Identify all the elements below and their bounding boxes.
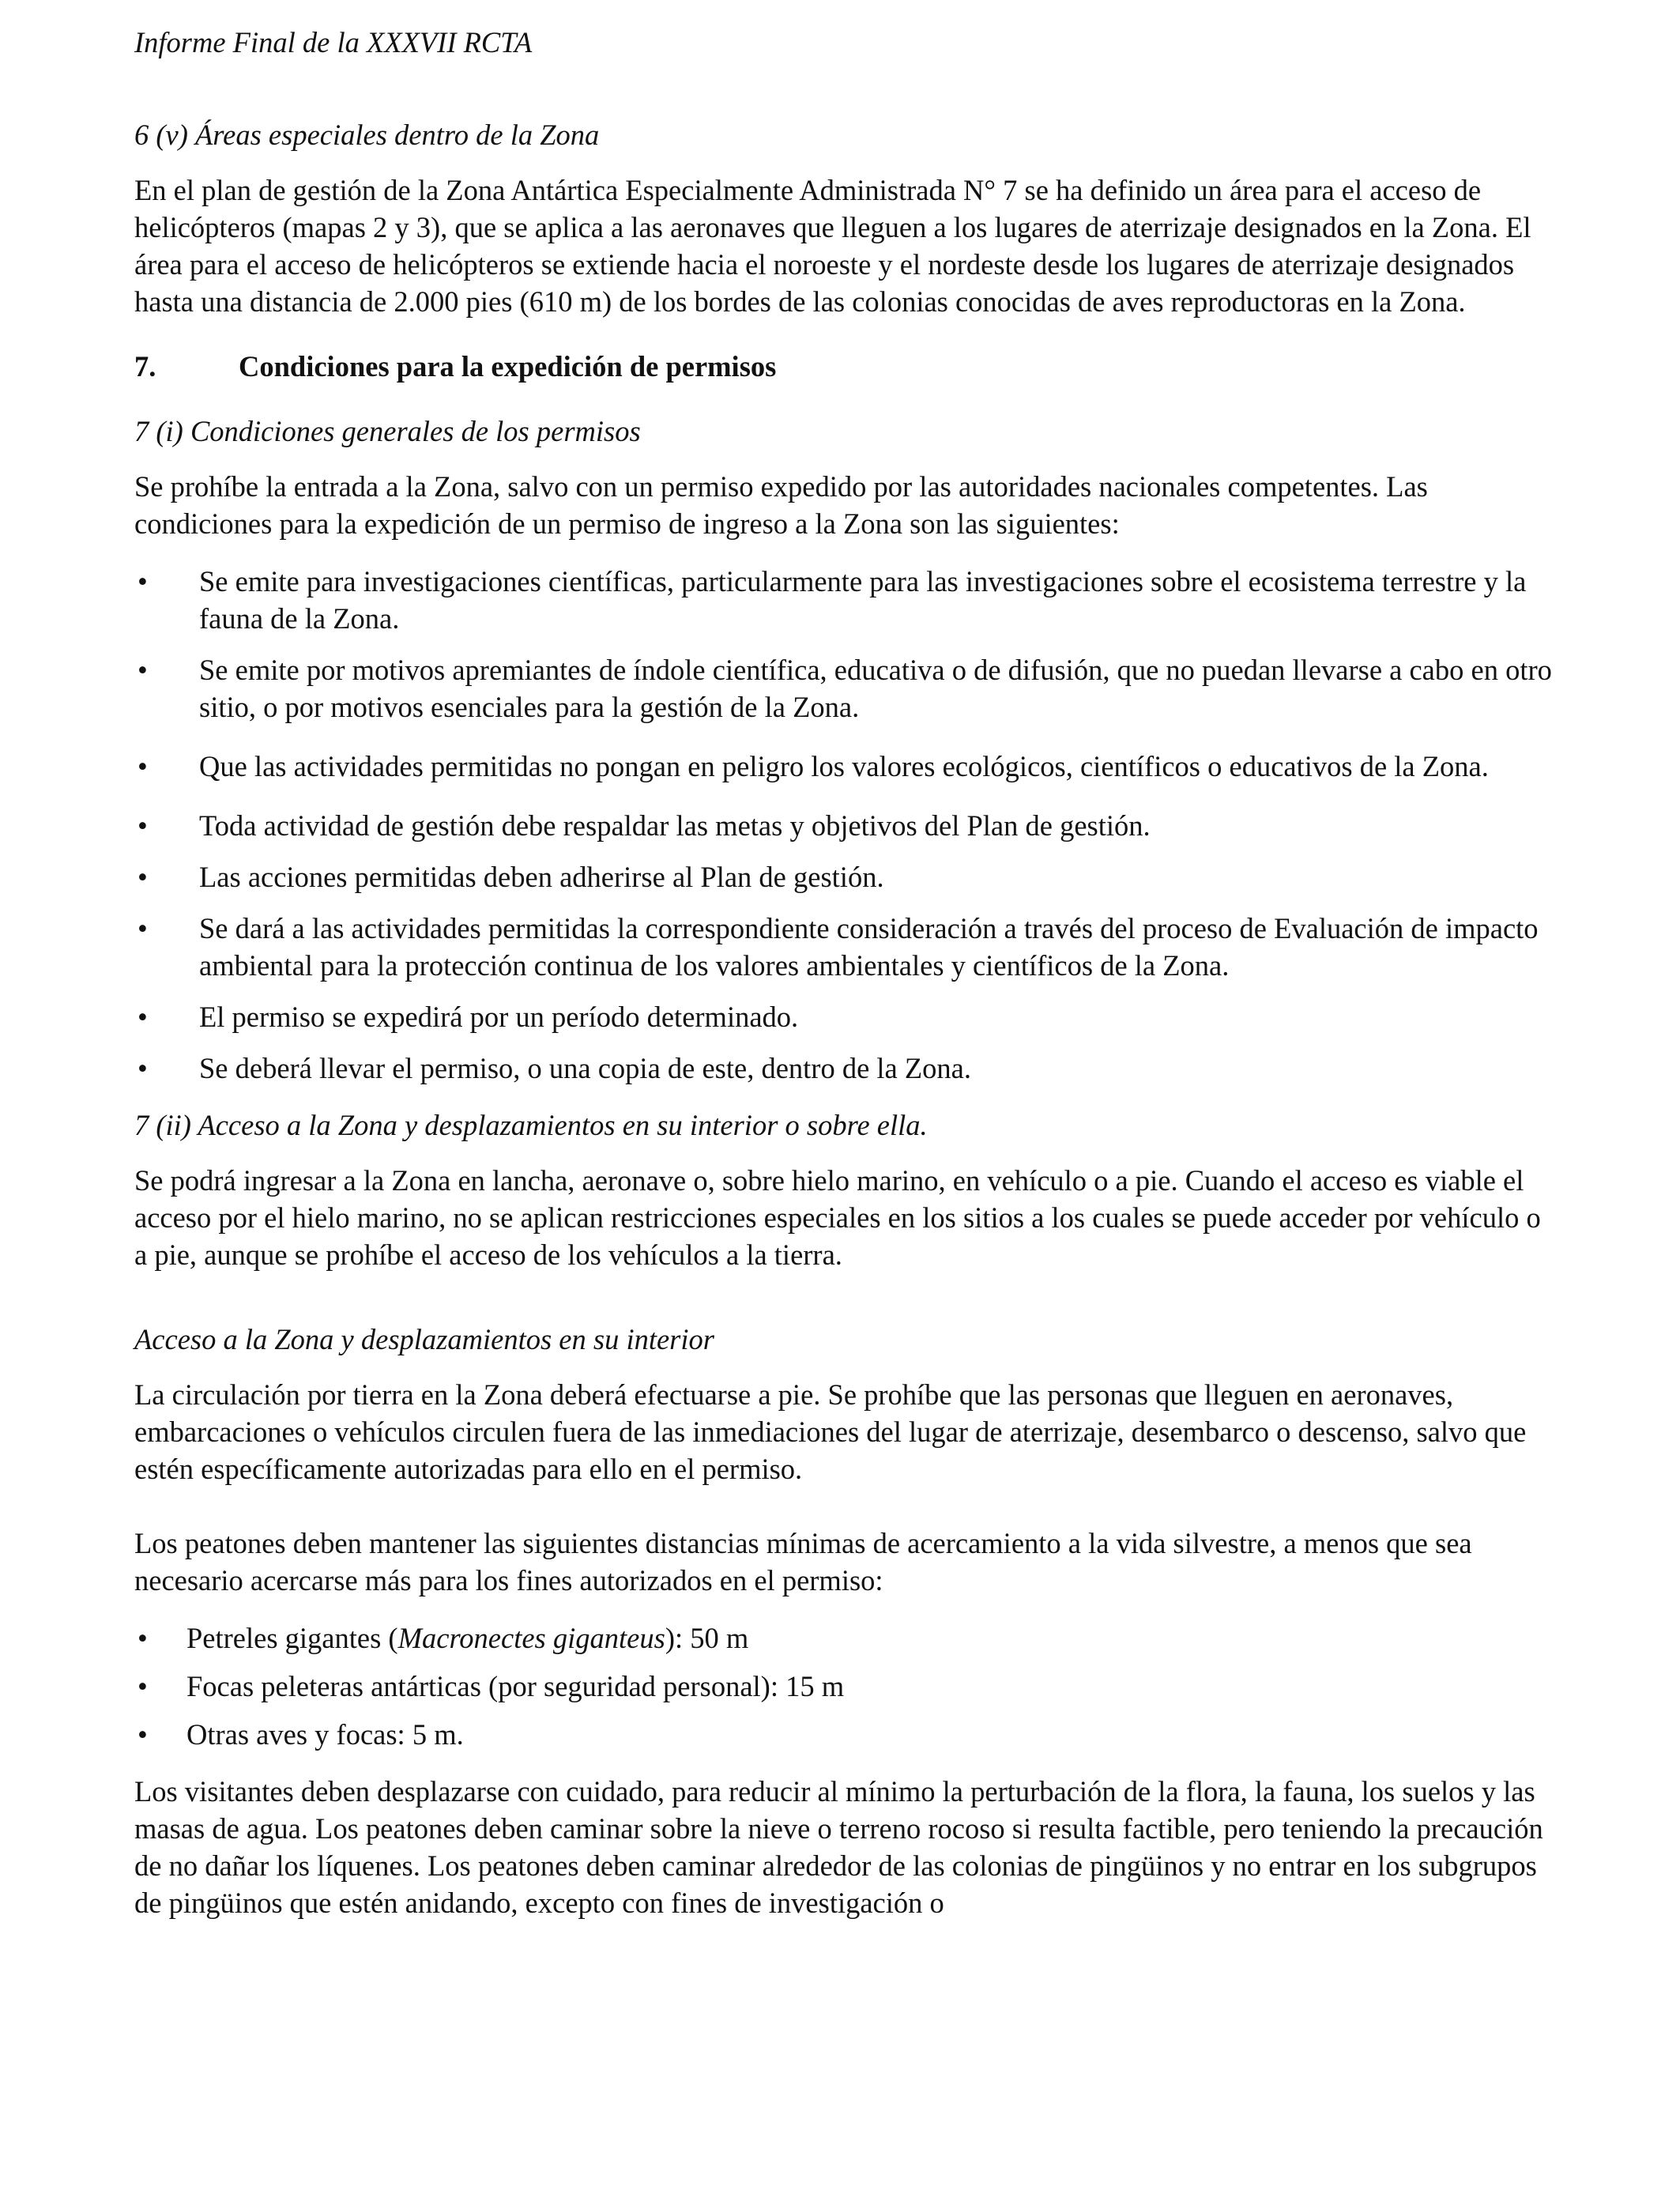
approach-distances-list [134, 1619, 1557, 1753]
list-item: • Se deberá llevar el permiso, o una copia de este, dentro de la Zona. [134, 1050, 1557, 1087]
section-7i-paragraph: Se prohíbe la entrada a la Zona, salvo con un permiso expedido por las autoridades nacionales competentes. Las condiciones para la expedición de un permiso de ingreso a la Zona son las siguientes: [134, 470, 1428, 540]
access-interior-heading: Acceso a la Zona y desplazamientos en su interior [134, 1323, 714, 1355]
species-name: Macronectes giganteus [397, 1622, 665, 1654]
list-item: • Se emite para investigaciones científicas, particularmente para las investigaciones sobre el ecosistema terrestre y la fauna de la Zona. [134, 563, 1557, 637]
bullet-icon: • [137, 565, 148, 598]
bullet-icon: • [137, 1718, 148, 1751]
list-item: • Focas peleteras antárticas (por seguridad personal): 15 m [134, 1668, 1557, 1705]
section-7-heading [134, 348, 1557, 385]
permit-conditions-list [134, 563, 1557, 1087]
section-6v-heading: 6 (v) Áreas especiales dentro de la Zona [134, 119, 600, 151]
section-7-title: Condiciones para la expedición de permisos [239, 350, 777, 383]
list-item: • Petreles gigantes (Macronectes giganteus): 50 m [134, 1619, 1557, 1657]
bullet-icon: • [137, 750, 148, 782]
bullet-icon: • [137, 1001, 148, 1033]
list-item: • Otras aves y focas: 5 m. [134, 1716, 1557, 1753]
section-7-number: 7. [134, 350, 156, 383]
list-item: • Toda actividad de gestión debe respaldar las metas y objetivos del Plan de gestión. [134, 807, 1557, 844]
access-interior-paragraph-2: Los peatones deben mantener las siguientes distancias mínimas de acercamiento a la vida silvestre, a menos que sea necesario acercarse más para los fines autorizados en el permiso: [134, 1527, 1472, 1596]
list-item: • Las acciones permitidas deben adherirse al Plan de gestión. [134, 858, 1557, 895]
list-item: • El permiso se expedirá por un período determinado. [134, 998, 1557, 1035]
section-7i-heading: 7 (i) Condiciones generales de los permisos [134, 415, 641, 447]
running-header: Informe Final de la XXXVII RCTA [134, 26, 533, 58]
document-page [134, 24, 1557, 1949]
bullet-icon: • [137, 809, 148, 842]
list-item: • Que las actividades permitidas no pongan en peligro los valores ecológicos, científicos o educativos de la Zona. [134, 740, 1557, 793]
bullet-icon: • [137, 654, 148, 686]
section-7ii-paragraph: Se podrá ingresar a la Zona en lancha, aeronave o, sobre hielo marino, en vehículo o a pie. Cuando el acceso es viable el acceso por el hielo marino, no se aplican restricciones especiales en los sitios a los cuales se puede acceder por vehículo o a pie, aunque se prohíbe el acceso de los vehículos a la tierra. [134, 1164, 1541, 1271]
section-7ii-heading: 7 (ii) Acceso a la Zona y desplazamientos en su interior o sobre ella. [134, 1109, 928, 1141]
bullet-icon: • [137, 861, 148, 893]
section-6v-paragraph: En el plan de gestión de la Zona Antártica Especialmente Administrada N° 7 se ha definido un área para el acceso de helicópteros (mapas 2 y 3), que se aplica a las aeronaves que lleguen a los lugares de aterrizaje designados en la Zona. El área para el acceso de helicópteros se extiende hacia el noroeste y el nordeste desde los lugares de aterrizaje designados hasta una distancia de 2.000 pies (610 m) de los bordes de las colonias conocidas de aves reproductoras en la Zona. [134, 174, 1531, 318]
bullet-icon: • [137, 1622, 148, 1654]
bullet-icon: • [137, 912, 148, 944]
access-interior-paragraph-3: Los visitantes deben desplazarse con cuidado, para reducir al mínimo la perturbación de la flora, la fauna, los suelos y las masas de agua. Los peatones deben caminar sobre la nieve o terreno rocoso si resulta factible, pero teniendo la precaución de no dañar los líquenes. Los peatones deben caminar alrededor de las colonias de pingüinos y no entrar en los subgrupos de pingüinos que estén anidando, excepto con fines de investigación o [134, 1775, 1543, 1919]
access-interior-paragraph-1: La circulación por tierra en la Zona deberá efectuarse a pie. Se prohíbe que las personas que lleguen en aeronaves, embarcaciones o vehículos circulen fuera de las inmediaciones del lugar de aterrizaje, desembarco o descenso, salvo que estén específicamente autorizadas para ello en el permiso. [134, 1378, 1527, 1485]
bullet-icon: • [137, 1670, 148, 1702]
bullet-icon: • [137, 1052, 148, 1084]
list-item: • Se dará a las actividades permitidas la correspondiente consideración a través del proceso de Evaluación de impacto ambiental para la protección continua de los valores ambientales y científicos de la Zona. [134, 910, 1557, 984]
list-item: • Se emite por motivos apremiantes de índole científica, educativa o de difusión, que no puedan llevarse a cabo en otro sitio, o por motivos esenciales para la gestión de la Zona. [134, 651, 1557, 726]
